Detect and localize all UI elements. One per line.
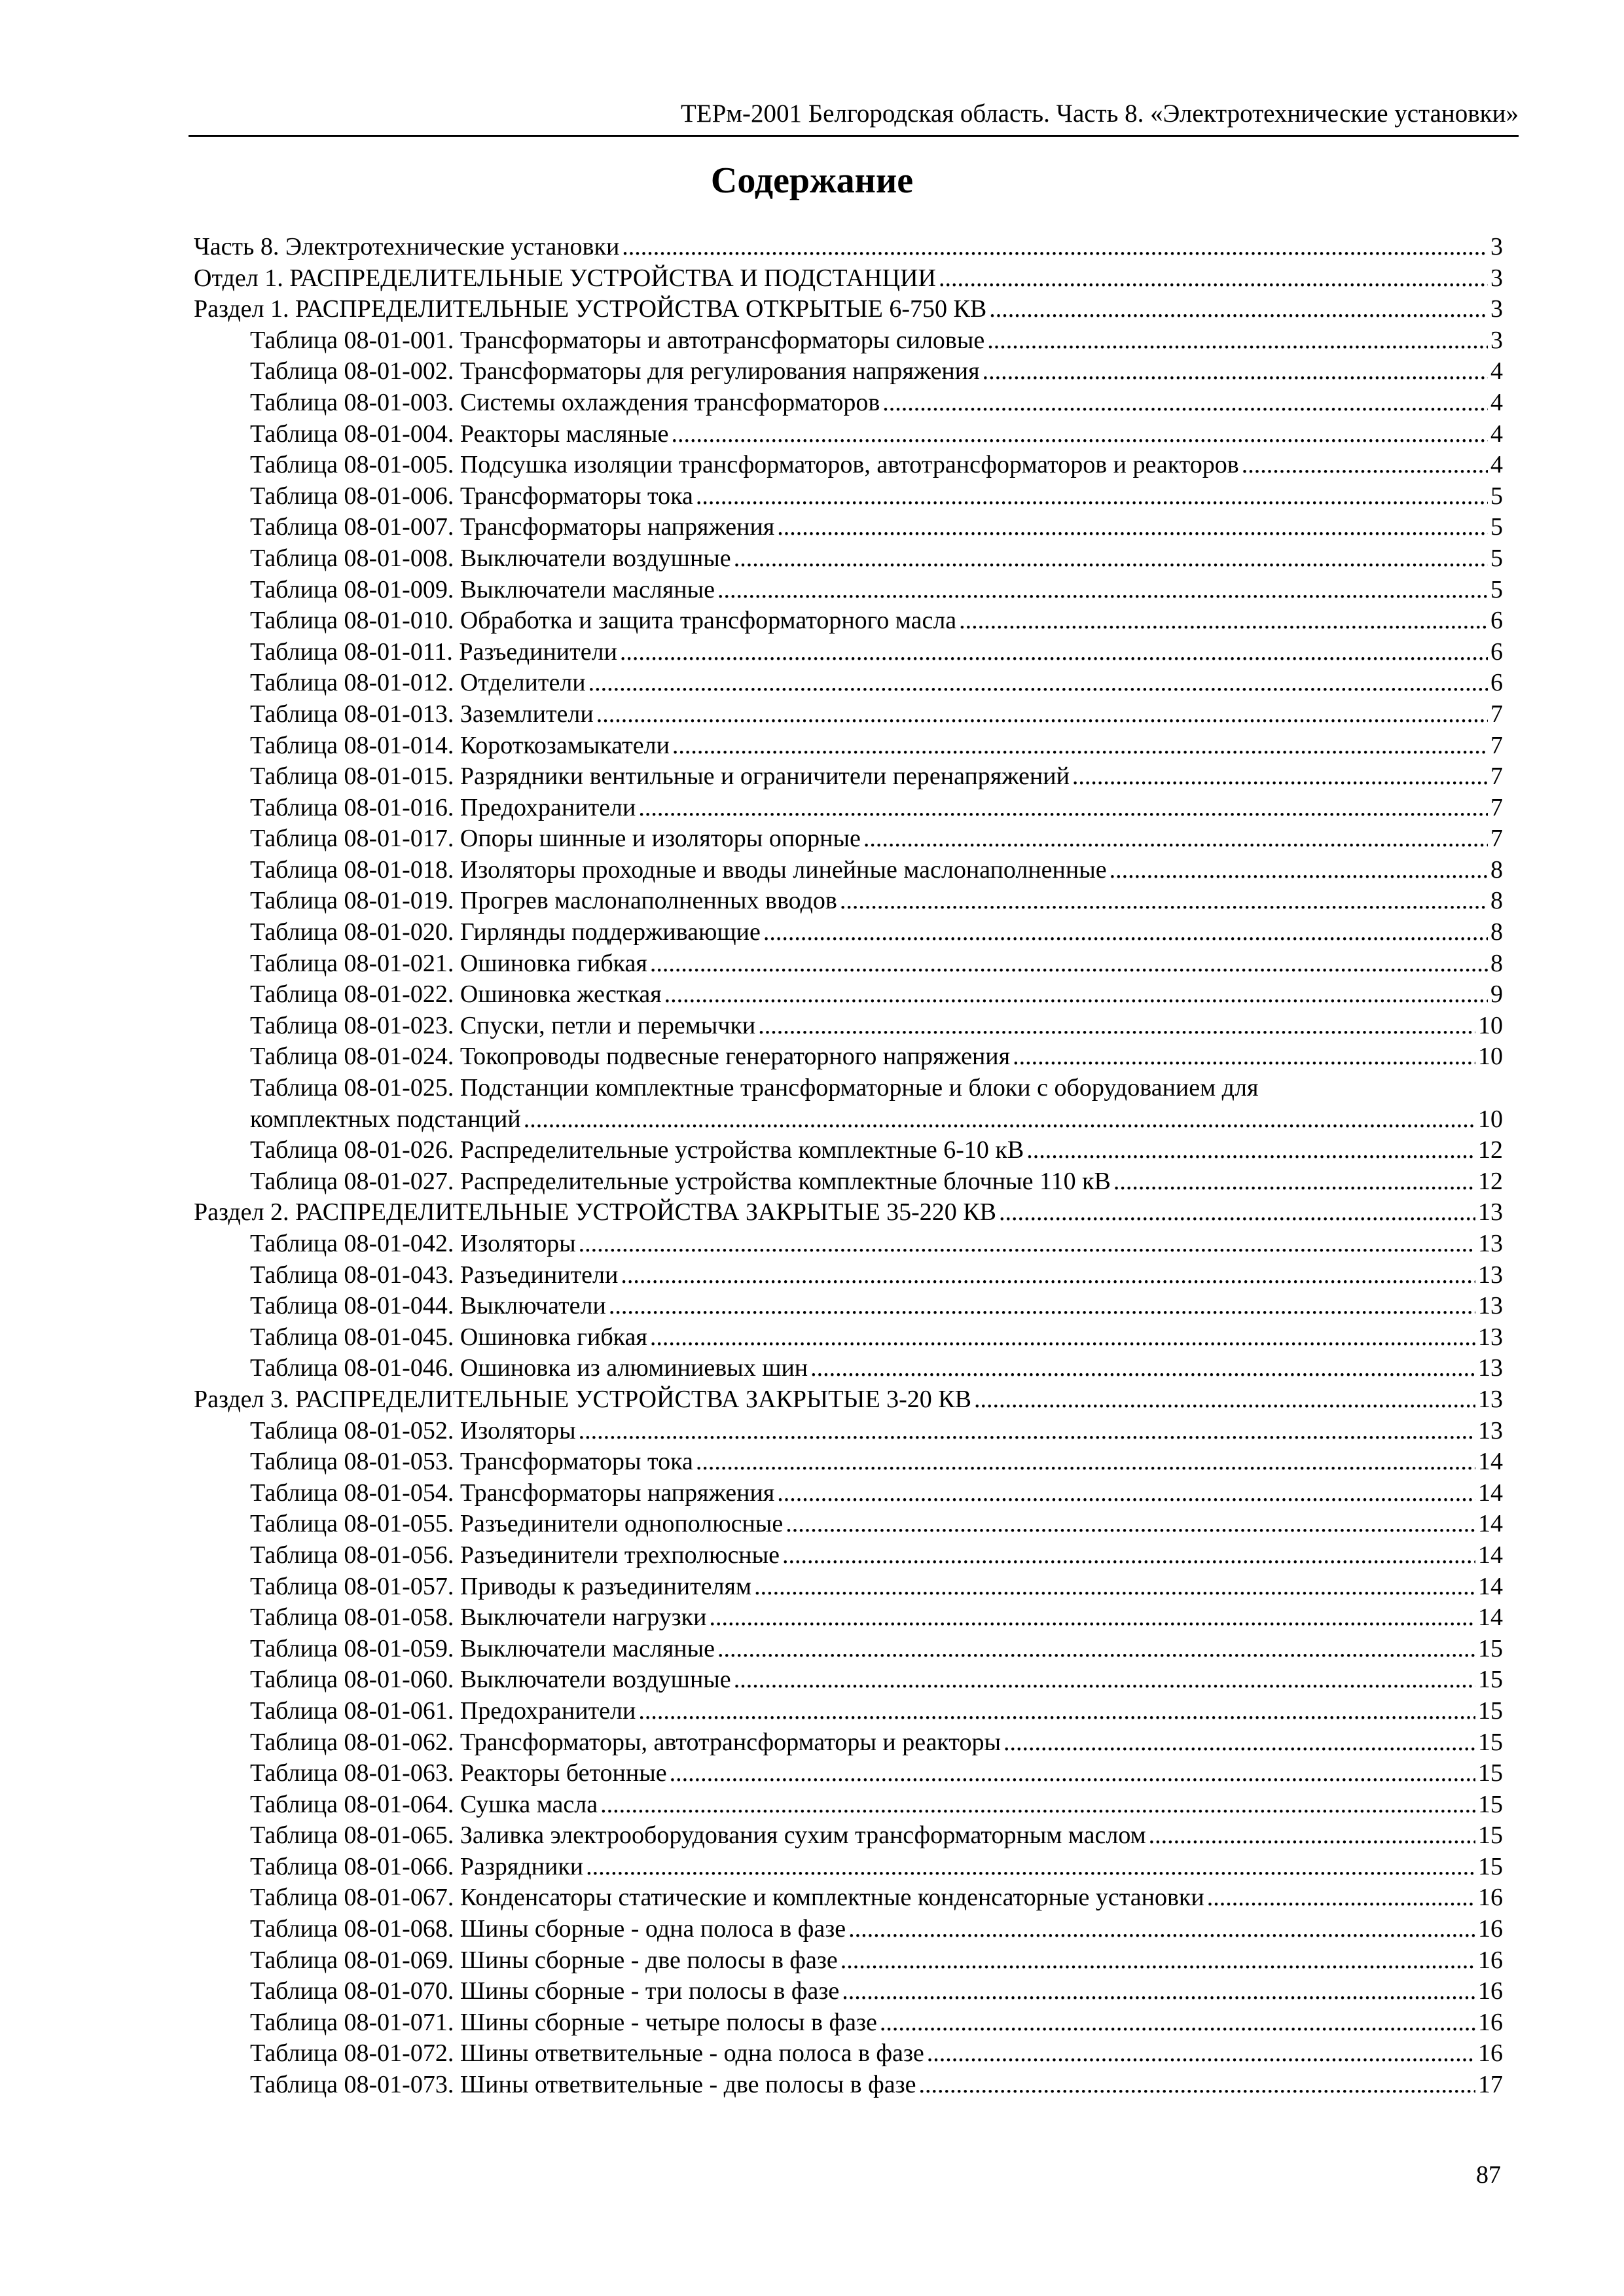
toc-entry-page: 3	[1490, 233, 1503, 260]
toc-entry[interactable]	[194, 450, 1503, 481]
toc-entry[interactable]	[194, 1727, 1503, 1759]
toc-entry-page: 10	[1478, 1105, 1503, 1133]
toc-entry-label: Таблица 08-01-063. Реакторы бетонные	[250, 1759, 667, 1787]
toc-entry-label: Таблица 08-01-017. Опоры шинные и изоляторы опорные	[250, 825, 861, 853]
dot-leader	[880, 2007, 1475, 2039]
toc-entry-page: 8	[1490, 887, 1503, 915]
dot-leader	[974, 1384, 1475, 1416]
toc-entry-label: Раздел 1. РАСПРЕДЕЛИТЕЛЬНЫЕ УСТРОЙСТВА ОТКРЫТЫЕ 6-750 КВ	[194, 295, 987, 323]
toc-entry[interactable]	[194, 512, 1503, 543]
toc-entry-label: Таблица 08-01-026. Распределительные устройства комплектные 6-10 кВ	[250, 1136, 1024, 1164]
toc-entry[interactable]	[194, 1852, 1503, 1883]
toc-entry-label: Таблица 08-01-024. Токопроводы подвесные генераторного напряжения	[250, 1043, 1011, 1071]
toc-entry-label: Таблица 08-01-013. Заземлители	[250, 700, 594, 728]
dot-leader	[754, 1571, 1475, 1603]
toc-entry-page: 16	[1478, 2008, 1503, 2036]
dot-leader	[638, 1696, 1475, 1727]
toc-entry-label: Таблица 08-01-058. Выключатели нагрузки	[250, 1604, 707, 1632]
toc-entry[interactable]	[194, 730, 1503, 762]
toc-entry[interactable]	[194, 823, 1503, 855]
toc-entry[interactable]	[194, 1197, 1503, 1229]
toc-entry-page: 13	[1478, 1261, 1503, 1289]
dot-leader	[670, 1758, 1475, 1789]
running-header: ТЕРм-2001 Белгородская область. Часть 8. «Электротехнические установки»	[189, 93, 1519, 137]
dot-leader	[596, 699, 1488, 730]
toc-entry-page: 15	[1478, 1666, 1503, 1694]
toc-entry-label: Таблица 08-01-011. Разъединители	[250, 637, 617, 666]
toc-entry[interactable]	[194, 1914, 1503, 1945]
toc-entry-label: Таблица 08-01-056. Разъединители трехполюсные	[250, 1541, 780, 1569]
toc-entry[interactable]	[194, 1073, 1503, 1135]
toc-entry[interactable]	[194, 356, 1503, 387]
toc-entry-label: Таблица 08-01-070. Шины сборные - три полосы в фазе	[250, 1977, 840, 2005]
dot-leader	[1003, 1727, 1475, 1759]
dot-leader	[848, 1914, 1475, 1945]
toc-entry-label: Таблица 08-01-061. Предохранители	[250, 1696, 636, 1725]
dot-leader	[734, 1664, 1475, 1696]
toc-entry[interactable]	[194, 605, 1503, 637]
toc-entry-label: Таблица 08-01-022. Ошиновка жесткая	[250, 980, 662, 1009]
toc-entry-page: 14	[1478, 1541, 1503, 1569]
toc-entry-label: Таблица 08-01-046. Ошиновка из алюминиевых шин	[250, 1354, 808, 1382]
toc-entry-page: 3	[1490, 326, 1503, 354]
toc-entry[interactable]	[194, 1416, 1503, 1447]
toc-entry-label: Таблица 08-01-003. Системы охлаждения трансформаторов	[250, 388, 880, 416]
toc-entry-label: Таблица 08-01-018. Изоляторы проходные и вводы линейные маслонаполненные	[250, 855, 1107, 884]
toc-entry[interactable]	[194, 1820, 1503, 1852]
dot-leader	[989, 294, 1488, 325]
toc-entry[interactable]	[194, 1322, 1503, 1354]
toc-entry-label: Таблица 08-01-067. Конденсаторы статические и комплектные конденсаторные установки	[250, 1884, 1204, 1912]
toc-entry-page: 3	[1490, 264, 1503, 292]
toc-entry-page: 17	[1478, 2071, 1503, 2099]
toc-entry-page: 15	[1478, 1790, 1503, 1818]
toc-entry[interactable]	[194, 979, 1503, 1011]
toc-entry[interactable]	[194, 1291, 1503, 1322]
page-number: 87	[1476, 2161, 1501, 2189]
dot-leader	[782, 1540, 1475, 1571]
toc-entry-page: 6	[1490, 669, 1503, 697]
toc-entry-label: Таблица 08-01-020. Гирлянды поддерживающие	[250, 918, 761, 946]
toc-entry-page: 7	[1490, 762, 1503, 791]
toc-entry[interactable]	[194, 575, 1503, 606]
toc-entry-page: 15	[1478, 1696, 1503, 1725]
toc-entry-label: Таблица 08-01-065. Заливка электрооборудования сухим трансформаторным маслом	[250, 1821, 1146, 1850]
toc-entry[interactable]	[194, 387, 1503, 419]
toc-entry-label: Таблица 08-01-015. Разрядники вентильные и ограничители перенапряжений	[250, 762, 1070, 791]
toc-entry-page: 5	[1490, 575, 1503, 603]
dot-leader	[696, 1446, 1475, 1478]
toc-entry-label: Таблица 08-01-042. Изоляторы	[250, 1230, 576, 1257]
toc-entry[interactable]	[194, 1011, 1503, 1042]
toc-entry-label: Таблица 08-01-054. Трансформаторы напряжения	[250, 1479, 775, 1507]
toc-entry[interactable]	[194, 2038, 1503, 2070]
toc-entry[interactable]	[194, 855, 1503, 886]
toc-entry[interactable]	[194, 481, 1503, 512]
dot-leader	[983, 356, 1488, 387]
toc-entry[interactable]	[194, 699, 1503, 730]
dot-leader	[863, 823, 1488, 855]
toc-entry-label: Таблица 08-01-071. Шины сборные - четыре полосы в фазе	[250, 2008, 877, 2036]
dot-leader	[1072, 761, 1488, 793]
toc-entry-page: 12	[1478, 1136, 1503, 1164]
toc-entry-page: 13	[1478, 1198, 1503, 1227]
toc-entry-label: Таблица 08-01-019. Прогрев маслонаполненных вводов	[250, 887, 837, 915]
toc-entry[interactable]	[194, 1540, 1503, 1571]
toc-entry-page: 14	[1478, 1510, 1503, 1538]
dot-leader	[1242, 450, 1488, 481]
toc-entry-page: 15	[1478, 1634, 1503, 1662]
toc-entry-page: 14	[1478, 1604, 1503, 1632]
toc-entry-page: 8	[1490, 855, 1503, 884]
toc-entry-label: Таблица 08-01-045. Ошиновка гибкая	[250, 1323, 647, 1351]
toc-entry-page: 16	[1478, 1977, 1503, 2005]
toc-entry-page: 15	[1478, 1821, 1503, 1850]
toc-entry[interactable]	[194, 1789, 1503, 1821]
dot-leader	[717, 575, 1488, 606]
toc-entry-page: 15	[1478, 1852, 1503, 1880]
toc-entry[interactable]	[194, 419, 1503, 450]
toc-entry-label: Таблица 08-01-021. Ошиновка гибкая	[250, 949, 647, 977]
toc-entry-label: Таблица 08-01-066. Разрядники	[250, 1852, 584, 1880]
toc-entry-label: Таблица 08-01-023. Спуски, петли и перемычки	[250, 1011, 756, 1039]
toc-entry-page: 13	[1478, 1385, 1503, 1413]
toc-entry-label: Таблица 08-01-014. Короткозамыкатели	[250, 731, 670, 759]
toc-entry-label: Раздел 3. РАСПРЕДЕЛИТЕЛЬНЫЕ УСТРОЙСТВА ЗАКРЫТЫЕ 3-20 КВ	[194, 1385, 972, 1413]
dot-leader	[758, 1011, 1475, 1042]
dot-leader	[586, 1852, 1475, 1883]
toc-entry[interactable]	[194, 543, 1503, 575]
dot-leader	[777, 512, 1488, 543]
toc-entry-label: Таблица 08-01-055. Разъединители однополюсные	[250, 1510, 784, 1538]
toc-entry-page: 13	[1478, 1323, 1503, 1351]
dot-leader	[672, 730, 1488, 762]
toc-entry[interactable]	[194, 1945, 1503, 1977]
toc-entry[interactable]	[194, 1260, 1503, 1291]
toc-entry-label: Таблица 08-01-027. Распределительные устройства комплектные блочные 110 кВ	[250, 1167, 1111, 1195]
toc-entry[interactable]	[194, 1664, 1503, 1696]
toc-entry-label: Таблица 08-01-073. Шины ответвительные - две полосы в фазе	[250, 2071, 916, 2099]
toc-entry-page: 7	[1490, 825, 1503, 853]
dot-leader	[579, 1416, 1475, 1447]
toc-entry-page: 9	[1490, 980, 1503, 1009]
toc-entry-label: Таблица 08-01-053. Трансформаторы тока	[250, 1448, 693, 1476]
toc-entry[interactable]	[194, 637, 1503, 668]
toc-entry-page: 7	[1490, 793, 1503, 821]
toc-entry-label: Таблица 08-01-052. Изоляторы	[250, 1416, 576, 1444]
toc-entry[interactable]	[194, 1758, 1503, 1789]
toc-entry-page: 15	[1478, 1728, 1503, 1756]
toc-entry[interactable]	[194, 793, 1503, 824]
toc-entry[interactable]	[194, 1384, 1503, 1416]
toc-entry-page: 3	[1490, 295, 1503, 323]
toc-entry[interactable]	[194, 1229, 1503, 1260]
toc-entry[interactable]	[194, 1509, 1503, 1540]
toc-entry-label: Таблица 08-01-044. Выключатели	[250, 1292, 606, 1320]
toc-entry[interactable]	[194, 1696, 1503, 1727]
dot-leader	[999, 1197, 1475, 1229]
toc-entry-page: 8	[1490, 949, 1503, 977]
toc-entry[interactable]	[194, 1571, 1503, 1603]
dot-leader	[609, 1291, 1475, 1322]
toc-entry-page: 16	[1478, 1915, 1503, 1943]
toc-entry-label: Таблица 08-01-062. Трансформаторы, автотрансформаторы и реакторы	[250, 1728, 1001, 1756]
toc-entry-page: 6	[1490, 637, 1503, 666]
dot-leader	[620, 637, 1488, 668]
toc-entry-label: Таблица 08-01-057. Приводы к разъединителям	[250, 1572, 752, 1600]
toc-entry-page: 4	[1490, 420, 1503, 448]
toc-entry-page: 13	[1478, 1354, 1503, 1382]
toc-entry-label: Таблица 08-01-009. Выключатели масляные	[250, 575, 715, 603]
toc-entry-label: Таблица 08-01-025. Подстанции комплектные трансформаторные и блоки с оборудованием для	[250, 1074, 1259, 1102]
toc-entry-label: Таблица 08-01-005. Подсушка изоляции трансформаторов, автотрансформаторов и реакторов	[250, 451, 1239, 479]
toc-entry-label: Раздел 2. РАСПРЕДЕЛИТЕЛЬНЫЕ УСТРОЙСТВА ЗАКРЫТЫЕ 35-220 КВ	[194, 1198, 997, 1227]
toc-entry[interactable]	[194, 1634, 1503, 1665]
toc-entry[interactable]	[194, 232, 1503, 263]
toc-entry-page: 7	[1490, 700, 1503, 728]
toc-entry-page: 13	[1478, 1292, 1503, 1320]
toc-entry-label: Таблица 08-01-007. Трансформаторы напряжения	[250, 513, 775, 541]
dot-leader	[785, 1509, 1475, 1540]
toc-entry-label: Таблица 08-01-059. Выключатели масляные	[250, 1634, 715, 1662]
dot-leader	[927, 2038, 1475, 2070]
toc-entry[interactable]	[194, 1602, 1503, 1634]
dot-leader	[842, 1976, 1475, 2007]
toc-entry[interactable]	[194, 886, 1503, 917]
dot-leader	[664, 979, 1488, 1011]
toc-entry-label: Таблица 08-01-064. Сушка масла	[250, 1790, 598, 1818]
toc-entry[interactable]	[194, 1882, 1503, 1914]
dot-leader	[1110, 855, 1488, 886]
toc-entry-label: Таблица 08-01-060. Выключатели воздушные	[250, 1666, 731, 1694]
dot-leader	[1149, 1820, 1475, 1852]
toc-entry-page: 6	[1490, 607, 1503, 635]
table-of-contents	[194, 232, 1503, 2101]
dot-leader	[939, 263, 1488, 295]
toc-entry-label: Отдел 1. РАСПРЕДЕЛИТЕЛЬНЫЕ УСТРОЙСТВА И ПОДСТАНЦИИ	[194, 264, 936, 292]
dot-leader	[524, 1104, 1475, 1136]
toc-entry-label: Часть 8. Электротехнические установки	[194, 233, 620, 260]
toc-entry-label: Таблица 08-01-010. Обработка и защита трансформаторного масла	[250, 607, 957, 635]
toc-entry-page: 5	[1490, 544, 1503, 572]
toc-entry-page: 4	[1490, 451, 1503, 479]
dot-leader	[650, 948, 1488, 980]
toc-entry[interactable]	[194, 1135, 1503, 1166]
toc-entry[interactable]	[194, 1353, 1503, 1384]
toc-entry-page: 4	[1490, 388, 1503, 416]
dot-leader	[717, 1634, 1475, 1665]
toc-entry-page: 13	[1478, 1416, 1503, 1444]
dot-leader	[709, 1602, 1475, 1634]
toc-entry-page: 7	[1490, 731, 1503, 759]
dot-leader	[777, 1478, 1475, 1509]
toc-entry-label: Таблица 08-01-004. Реакторы масляные	[250, 420, 669, 448]
toc-entry[interactable]	[194, 325, 1503, 357]
toc-entry[interactable]	[194, 1446, 1503, 1478]
toc-entry-page: 10	[1478, 1011, 1503, 1039]
toc-entry-page: 13	[1478, 1230, 1503, 1257]
dot-leader	[763, 917, 1488, 948]
toc-entry-page: 10	[1478, 1043, 1503, 1071]
dot-leader	[1207, 1882, 1475, 1914]
toc-entry-page: 12	[1478, 1167, 1503, 1195]
toc-entry[interactable]	[194, 2070, 1503, 2101]
toc-entry-label: Таблица 08-01-043. Разъединители	[250, 1261, 619, 1289]
toc-entry-label-continuation: комплектных подстанций	[250, 1105, 521, 1133]
toc-entry-label: Таблица 08-01-068. Шины сборные - одна полоса в фазе	[250, 1915, 846, 1943]
toc-entry-label: Таблица 08-01-012. Отделители	[250, 669, 586, 697]
toc-entry[interactable]	[194, 668, 1503, 699]
dot-leader	[959, 605, 1488, 637]
dot-leader	[882, 387, 1488, 419]
toc-entry-page: 14	[1478, 1572, 1503, 1600]
toc-entry-page: 5	[1490, 482, 1503, 510]
toc-entry-label: Таблица 08-01-016. Предохранители	[250, 793, 636, 821]
dot-leader	[1013, 1041, 1475, 1073]
toc-entry[interactable]	[194, 1166, 1503, 1198]
toc-entry[interactable]	[194, 761, 1503, 793]
toc-entry-label: Таблица 08-01-001. Трансформаторы и автотрансформаторы силовые	[250, 326, 985, 354]
dot-leader	[588, 668, 1488, 699]
dot-leader	[810, 1353, 1475, 1384]
dot-leader	[638, 793, 1488, 824]
dot-leader	[600, 1789, 1475, 1821]
toc-entry-label: Таблица 08-01-069. Шины сборные - две полосы в фазе	[250, 1946, 838, 1974]
dot-leader	[987, 325, 1488, 357]
dot-leader	[671, 419, 1488, 450]
toc-entry-page: 5	[1490, 513, 1503, 541]
toc-entry-label: Таблица 08-01-072. Шины ответвительные - одна полоса в фазе	[250, 2039, 924, 2068]
toc-entry-page: 15	[1478, 1759, 1503, 1787]
dot-leader	[696, 481, 1488, 512]
toc-entry-page: 16	[1478, 2039, 1503, 2068]
toc-entry-page: 8	[1490, 918, 1503, 946]
toc-entry-page: 14	[1478, 1448, 1503, 1476]
toc-entry[interactable]	[194, 1976, 1503, 2007]
toc-entry-page: 4	[1490, 357, 1503, 386]
dot-leader	[918, 2070, 1475, 2101]
dot-leader	[1113, 1166, 1475, 1198]
dot-leader	[621, 1260, 1475, 1291]
toc-entry-label: Таблица 08-01-006. Трансформаторы тока	[250, 482, 693, 510]
toc-entry-page: 16	[1478, 1946, 1503, 1974]
toc-entry[interactable]	[194, 948, 1503, 980]
dot-leader	[1026, 1135, 1475, 1166]
page-title: Содержание	[710, 160, 914, 201]
toc-entry-page: 14	[1478, 1479, 1503, 1507]
toc-entry[interactable]	[194, 263, 1503, 295]
toc-entry-page: 16	[1478, 1884, 1503, 1912]
dot-leader	[622, 232, 1488, 263]
dot-leader	[650, 1322, 1475, 1354]
dot-leader	[840, 886, 1488, 917]
toc-entry[interactable]	[194, 2007, 1503, 2039]
toc-entry[interactable]	[194, 1478, 1503, 1509]
toc-entry[interactable]	[194, 1041, 1503, 1073]
dot-leader	[734, 543, 1488, 575]
dot-leader	[840, 1945, 1475, 1977]
toc-entry-label: Таблица 08-01-008. Выключатели воздушные	[250, 544, 731, 572]
toc-entry[interactable]	[194, 917, 1503, 948]
dot-leader	[579, 1229, 1475, 1260]
toc-entry[interactable]	[194, 294, 1503, 325]
toc-entry-label: Таблица 08-01-002. Трансформаторы для регулирования напряжения	[250, 357, 980, 386]
